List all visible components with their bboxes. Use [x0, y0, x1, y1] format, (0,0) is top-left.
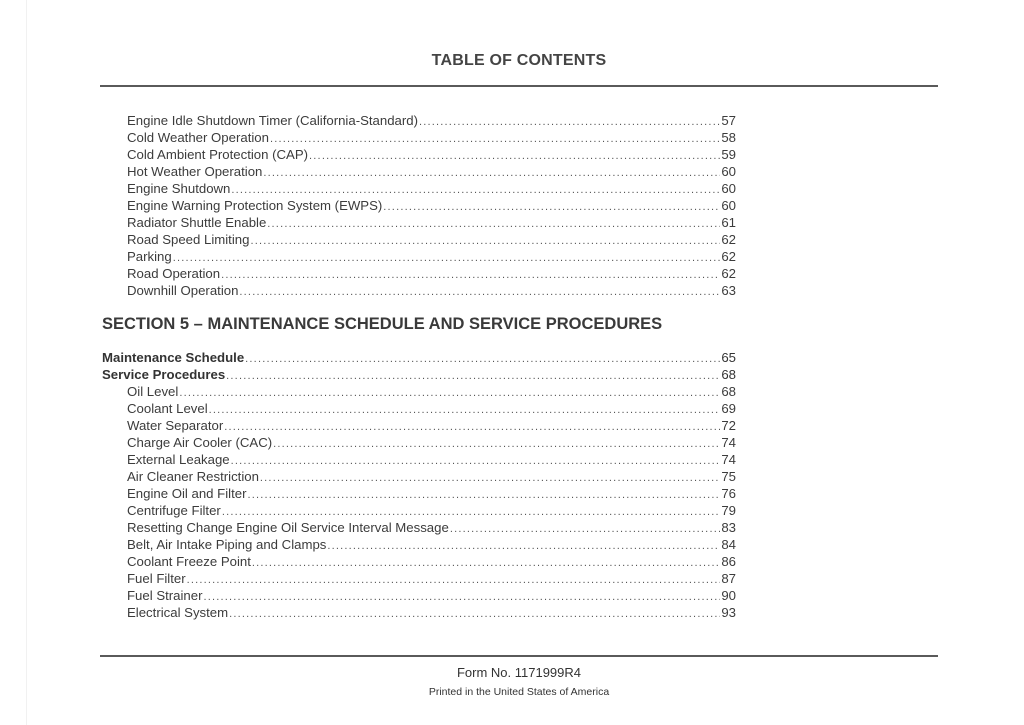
leader-dots	[383, 199, 720, 216]
toc-entry-page: 63	[721, 283, 736, 298]
toc-entry-label: Radiator Shuttle Enable	[127, 215, 267, 230]
toc-entry-page: 79	[721, 503, 736, 518]
toc-entry[interactable]	[102, 502, 736, 519]
toc-entry-label: Engine Idle Shutdown Timer (California-Standard)	[127, 113, 419, 128]
toc-list-part1	[102, 112, 736, 299]
leader-dots	[250, 233, 720, 250]
leader-dots	[226, 368, 720, 385]
toc-entry-label: Fuel Filter	[127, 571, 186, 586]
toc-entry-label: Road Speed Limiting	[127, 232, 250, 247]
toc-entry[interactable]	[102, 265, 736, 282]
toc-entry-page: 74	[721, 452, 736, 467]
toc-entry-page: 69	[721, 401, 736, 416]
leader-dots	[245, 351, 720, 368]
page-edge-line	[26, 0, 27, 725]
toc-entry-service-procedures[interactable]	[102, 366, 736, 383]
toc-entry[interactable]	[102, 146, 736, 163]
toc-entry[interactable]	[102, 536, 736, 553]
leader-dots	[263, 165, 720, 182]
leader-dots	[252, 555, 720, 572]
page-title: TABLE OF CONTENTS	[431, 52, 607, 69]
toc-entry-page: 83	[721, 520, 736, 535]
toc-entry-page: 60	[721, 181, 736, 196]
toc-entry-page: 59	[721, 147, 736, 162]
toc-entry-page: 87	[721, 571, 736, 586]
toc-entry[interactable]	[102, 604, 736, 621]
toc-entry[interactable]	[102, 468, 736, 485]
toc-entry[interactable]	[102, 570, 736, 587]
toc-entry[interactable]	[102, 231, 736, 248]
toc-entry[interactable]	[102, 519, 736, 536]
toc-entry-label: Resetting Change Engine Oil Service Interval Message	[127, 520, 449, 535]
toc-entry[interactable]	[102, 248, 736, 265]
toc-entry[interactable]	[102, 434, 736, 451]
toc-entry[interactable]	[102, 282, 736, 299]
toc-entry-page: 72	[721, 418, 736, 433]
section-heading: SECTION 5 – MAINTENANCE SCHEDULE AND SERVICE PROCEDURES	[102, 315, 663, 333]
leader-dots	[239, 284, 720, 301]
leader-dots	[209, 402, 721, 419]
toc-entry-page: 65	[721, 350, 736, 365]
printed-in-notice: Printed in the United States of America	[428, 686, 610, 698]
toc-entry[interactable]	[102, 163, 736, 180]
toc-entry-page: 61	[721, 215, 736, 230]
toc-entry-label: Downhill Operation	[127, 283, 239, 298]
leader-dots	[260, 470, 720, 487]
toc-entry-page: 62	[721, 232, 736, 247]
form-number: Form No. 1171999R4	[456, 665, 582, 680]
toc-entry-label: Electrical System	[127, 605, 229, 620]
leader-dots	[309, 148, 720, 165]
toc-entry-page: 62	[721, 266, 736, 281]
toc-entry-page: 86	[721, 554, 736, 569]
toc-entry-label: Maintenance Schedule	[102, 350, 245, 365]
toc-entry-label: External Leakage	[127, 452, 230, 467]
toc-entry[interactable]	[102, 553, 736, 570]
header-rule	[100, 85, 938, 87]
leader-dots	[267, 216, 720, 233]
toc-entry-label: Hot Weather Operation	[127, 164, 263, 179]
toc-entry-page: 90	[721, 588, 736, 603]
leader-dots	[204, 589, 721, 606]
leader-dots	[270, 131, 720, 148]
toc-entry-label: Engine Oil and Filter	[127, 486, 247, 501]
toc-entry-maintenance-schedule[interactable]	[102, 349, 736, 366]
toc-entry-label: Service Procedures	[102, 367, 226, 382]
toc-entry-page: 57	[721, 113, 736, 128]
leader-dots	[450, 521, 721, 538]
toc-list-section5	[102, 349, 736, 621]
toc-entry[interactable]	[102, 383, 736, 400]
toc-entry[interactable]	[102, 587, 736, 604]
toc-entry[interactable]	[102, 400, 736, 417]
toc-entry-label: Coolant Level	[127, 401, 208, 416]
leader-dots	[179, 385, 720, 402]
toc-entry-page: 76	[721, 486, 736, 501]
leader-dots	[173, 250, 721, 267]
footer-rule	[100, 655, 938, 657]
toc-entry[interactable]	[102, 214, 736, 231]
toc-entry-label: Fuel Strainer	[127, 588, 203, 603]
toc-entry[interactable]	[102, 485, 736, 502]
toc-entry-page: 68	[721, 367, 736, 382]
toc-entry-label: Centrifuge Filter	[127, 503, 221, 518]
toc-entry-label: Air Cleaner Restriction	[127, 469, 259, 484]
leader-dots	[221, 267, 720, 284]
toc-entry[interactable]	[102, 417, 736, 434]
toc-entry-label: Engine Shutdown	[127, 181, 231, 196]
leader-dots	[419, 114, 720, 131]
leader-dots	[327, 538, 720, 555]
leader-dots	[247, 487, 720, 504]
leader-dots	[224, 419, 720, 436]
toc-entry[interactable]	[102, 197, 736, 214]
toc-entry-label: Oil Level	[127, 384, 179, 399]
toc-entry-label: Engine Warning Protection System (EWPS)	[127, 198, 383, 213]
toc-entry-label: Cold Weather Operation	[127, 130, 269, 145]
toc-entry-page: 68	[721, 384, 736, 399]
toc-entry-page: 58	[721, 130, 736, 145]
toc-entry-label: Water Separator	[127, 418, 224, 433]
toc-entry-label: Cold Ambient Protection (CAP)	[127, 147, 309, 162]
toc-entry-label: Belt, Air Intake Piping and Clamps	[127, 537, 327, 552]
leader-dots	[187, 572, 721, 589]
toc-entry-page: 74	[721, 435, 736, 450]
toc-entry[interactable]	[102, 112, 736, 129]
toc-entry[interactable]	[102, 129, 736, 146]
toc-entry-page: 60	[721, 198, 736, 213]
leader-dots	[231, 453, 721, 470]
toc-entry-label: Charge Air Cooler (CAC)	[127, 435, 273, 450]
toc-entry-page: 62	[721, 249, 736, 264]
toc-entry[interactable]	[102, 451, 736, 468]
leader-dots	[273, 436, 720, 453]
toc-entry-page: 84	[721, 537, 736, 552]
toc-entry-page: 60	[721, 164, 736, 179]
leader-dots	[229, 606, 720, 623]
toc-entry-page: 75	[721, 469, 736, 484]
toc-entry-label: Road Operation	[127, 266, 221, 281]
toc-entry-label: Parking	[127, 249, 172, 264]
toc-entry-label: Coolant Freeze Point	[127, 554, 251, 569]
toc-entry-page: 93	[721, 605, 736, 620]
toc-entry[interactable]	[102, 180, 736, 197]
